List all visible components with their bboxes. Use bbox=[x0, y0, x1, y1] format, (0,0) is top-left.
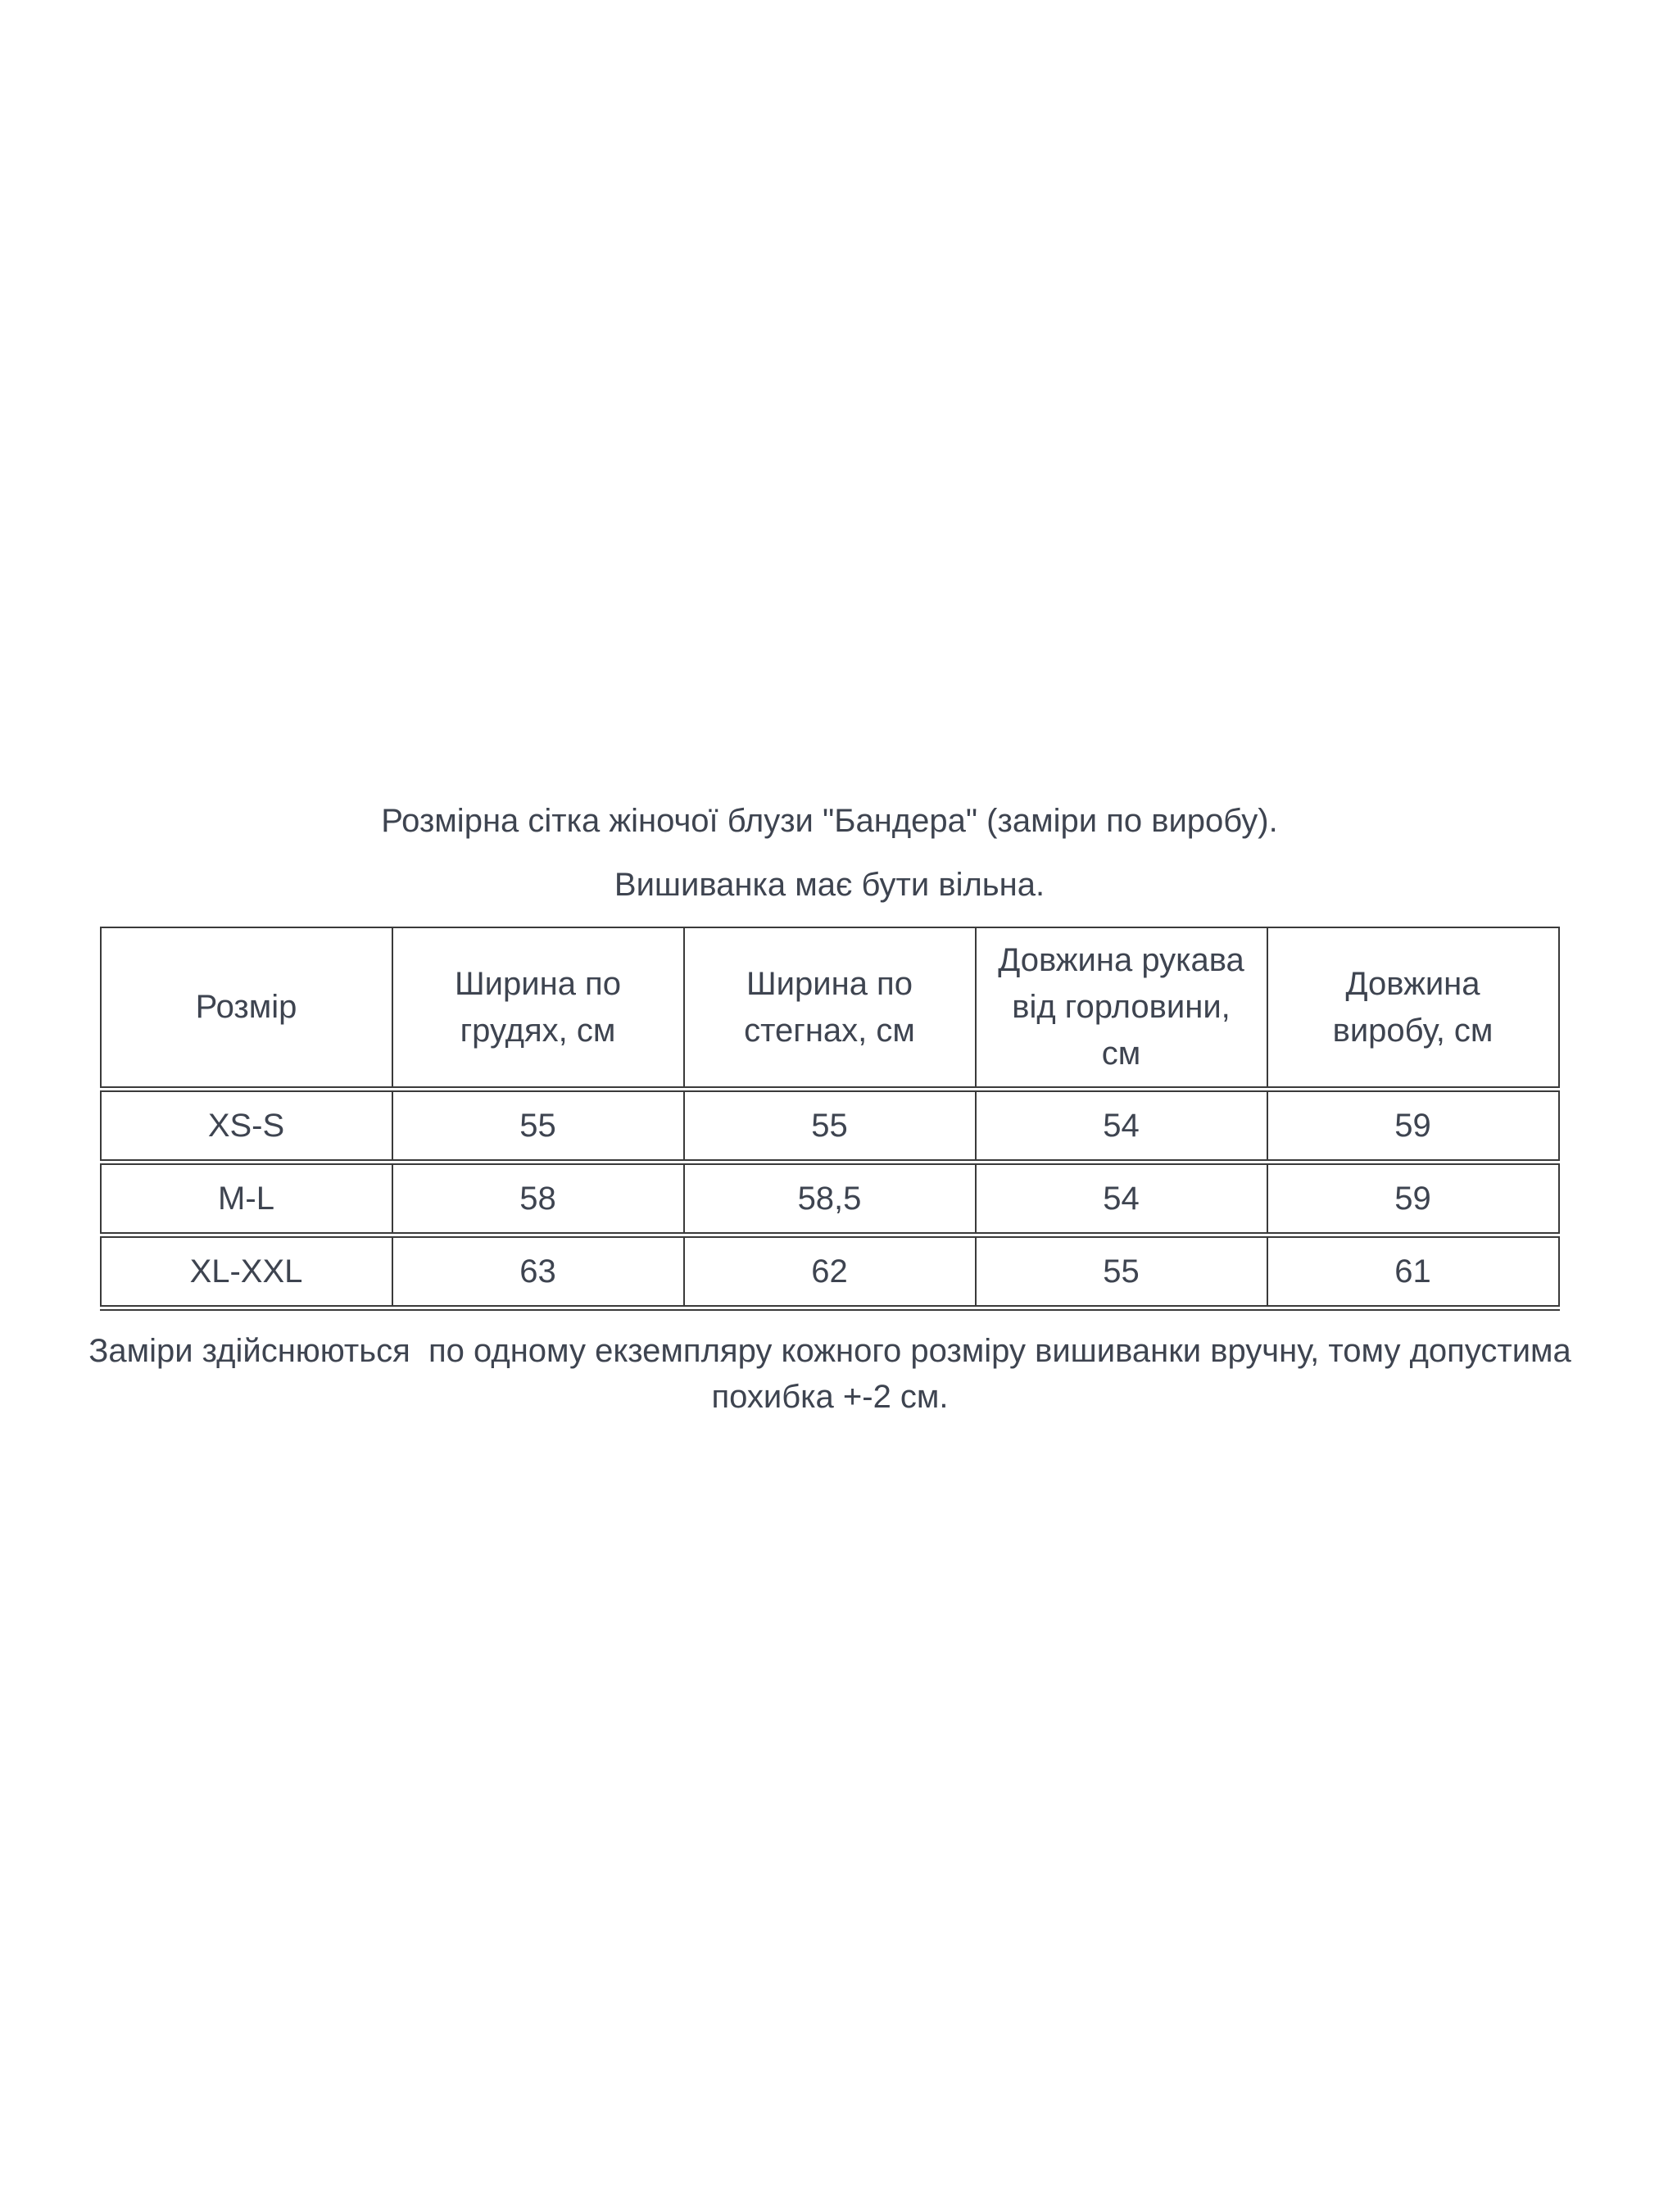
table-row-m-l bbox=[101, 1163, 1559, 1235]
hip-width-cell: 58,5 bbox=[684, 1163, 976, 1235]
size-cell: M-L bbox=[101, 1163, 392, 1235]
content-area bbox=[88, 0, 1571, 1420]
product-length-cell: 59 bbox=[1267, 1090, 1559, 1163]
chest-width-cell: 55 bbox=[392, 1090, 684, 1163]
header-line: Довжина bbox=[1345, 965, 1480, 1002]
header-line: Розмір bbox=[195, 989, 297, 1025]
column-header-chest-width bbox=[392, 927, 684, 1090]
size-cell: XL-XXL bbox=[101, 1235, 392, 1308]
column-header-hip-width bbox=[684, 927, 976, 1090]
chest-width-cell: 58 bbox=[392, 1163, 684, 1235]
header-line: від горловини, bbox=[1012, 989, 1231, 1025]
header-line: Довжина рукава bbox=[998, 942, 1244, 978]
size-chart-table bbox=[100, 927, 1560, 1311]
header-line: Ширина по bbox=[746, 965, 913, 1002]
hip-width-cell: 62 bbox=[684, 1235, 976, 1308]
hip-width-cell: 55 bbox=[684, 1090, 976, 1163]
product-length-cell: 59 bbox=[1267, 1163, 1559, 1235]
header-line: см bbox=[1101, 1036, 1141, 1072]
sleeve-length-cell: 55 bbox=[976, 1235, 1267, 1308]
footnote-line-1: Заміри здійснюються по одному екземпляру кожного розміру вишиванки вручну, тому допустима bbox=[88, 1333, 1571, 1369]
page-subtitle: Вишиванка має бути вільна. bbox=[614, 867, 1045, 903]
table-row-xl-xxl bbox=[101, 1235, 1559, 1308]
column-header-sleeve-length bbox=[976, 927, 1267, 1090]
header-line: стегнах, см bbox=[744, 1012, 915, 1049]
header-line: Ширина по bbox=[455, 965, 621, 1002]
table-row-xs-s bbox=[101, 1090, 1559, 1163]
header-line: виробу, см bbox=[1332, 1012, 1494, 1049]
column-header-product-length bbox=[1267, 927, 1559, 1090]
header-line: грудях, см bbox=[460, 1012, 616, 1049]
footnote-line-2: похибка +-2 см. bbox=[711, 1379, 949, 1415]
table-header-row bbox=[101, 927, 1559, 1090]
chest-width-cell: 63 bbox=[392, 1235, 684, 1308]
product-length-cell: 61 bbox=[1267, 1235, 1559, 1308]
page-title: Розмірна сітка жіночої блузи "Бандера" (заміри по виробу). bbox=[381, 803, 1278, 839]
footnote bbox=[1, 1328, 1659, 1420]
column-header-size bbox=[101, 927, 392, 1090]
size-cell: XS-S bbox=[101, 1090, 392, 1163]
sleeve-length-cell: 54 bbox=[976, 1090, 1267, 1163]
sleeve-length-cell: 54 bbox=[976, 1163, 1267, 1235]
